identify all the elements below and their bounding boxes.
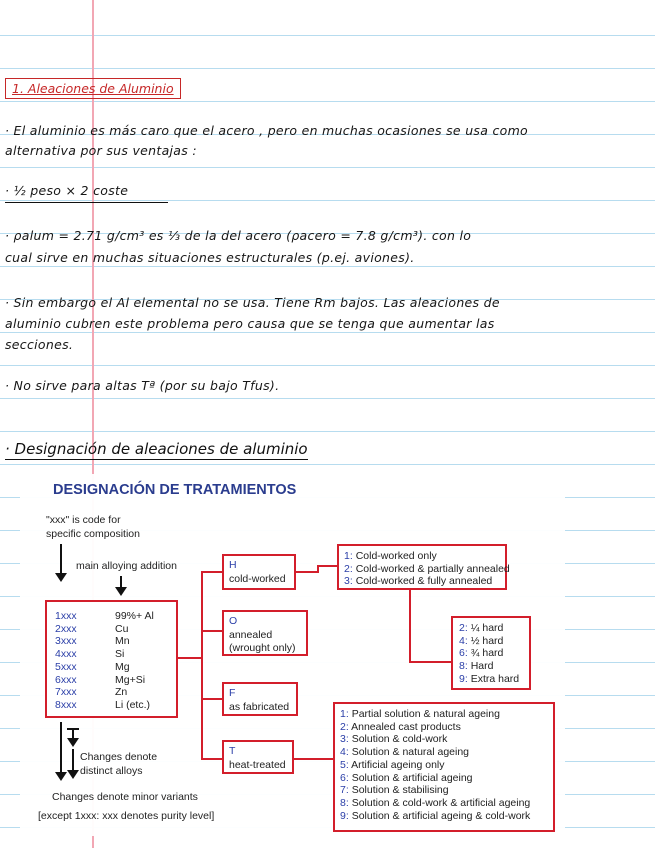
designation-figure xyxy=(20,474,565,836)
except-note: [except 1xxx: xxx denotes purity level] xyxy=(38,810,215,822)
hardness-row: 2: ¼ hard xyxy=(459,622,504,634)
temper-h-desc: cold-worked xyxy=(229,573,286,585)
temper-t-desc: heat-treated xyxy=(229,759,286,771)
arrow-down-icon xyxy=(67,770,79,779)
hardness-list xyxy=(459,622,519,686)
connector-trunk xyxy=(201,571,203,759)
temper-t-box xyxy=(222,740,294,774)
connector-line xyxy=(201,630,222,632)
xxx-note-line-2: specific composition xyxy=(46,528,140,540)
h-sub-row: 2: Cold-worked & partially annealed xyxy=(344,562,510,575)
connector-line xyxy=(201,571,222,573)
connector-line xyxy=(409,661,452,663)
hardness-row: 8: Hard xyxy=(459,660,494,673)
figure-title: DESIGNACIÓN DE TRATAMIENTOS xyxy=(53,482,297,498)
alloy-row: 2xxx Cu xyxy=(55,622,129,635)
minor-variants-arrow-line xyxy=(60,722,62,776)
temper-f-box xyxy=(222,682,298,716)
changes-minor-label: Changes denote minor variants xyxy=(52,791,198,803)
alloy-series-list xyxy=(55,610,154,712)
t-sub-row: 7: Solution & stabilising xyxy=(340,784,449,797)
alloy-row: 6xxx Mg+Si xyxy=(55,673,146,686)
note-line-2 xyxy=(5,181,168,203)
note-line-4a: · Sin embargo el Al elemental no se usa. Tiene Rm bajos. Las aleaciones de xyxy=(5,295,500,310)
temper-f-letter: F xyxy=(229,687,236,699)
alloy-row: 5xxx Mg xyxy=(55,660,130,673)
connector-line xyxy=(409,590,411,663)
t-subdivision-list xyxy=(340,708,530,822)
hardness-box xyxy=(451,616,531,690)
note-line-1a: · El aluminio es más caro que el acero , pero en muchas ocasiones se usa como xyxy=(5,123,529,138)
note-line-1b: alternativa por sus ventajas : xyxy=(5,143,197,158)
alloy-row: 8xxx Li (etc.) xyxy=(55,698,151,711)
t-sub-row: 5: Artificial ageing only xyxy=(340,758,445,771)
main-alloying-label: main alloying addition xyxy=(76,560,177,572)
t-sub-row: 1: Partial solution & natural ageing xyxy=(340,708,500,720)
arrow-down-icon xyxy=(67,738,79,747)
h-subdivision-box xyxy=(337,544,510,590)
h-sub-row: 1: Cold-worked only xyxy=(344,550,437,562)
note-line-4c: secciones. xyxy=(5,337,74,352)
temper-t-letter: T xyxy=(229,745,236,757)
t-sub-row: 2: Annealed cast products xyxy=(340,720,461,733)
hardness-row: 6: ¾ hard xyxy=(459,647,504,660)
xxx-note-line-1: "xxx" is code for xyxy=(46,514,121,526)
designation-heading: · Designación de aleaciones de aluminio xyxy=(5,440,308,458)
changes-alloys-line-1: Changes denote xyxy=(80,751,158,763)
arrow-down-icon xyxy=(115,587,127,596)
alloy-row: 4xxx Si xyxy=(55,648,125,661)
hardness-row: 9: Extra hard xyxy=(459,672,520,685)
t-sub-row: 8: Solution & cold-work & artificial ageing xyxy=(340,796,531,809)
connector-line xyxy=(201,758,222,760)
h-subdivision-list xyxy=(344,550,510,588)
note-line-5: · No sirve para altas Tª (por su bajo Tfus). xyxy=(5,378,280,393)
note-line-2-text: · ½ peso × 2 coste xyxy=(5,181,168,203)
temper-o-box xyxy=(222,610,308,656)
temper-o-desc-1: annealed xyxy=(229,629,273,641)
alloy-row: 1xxx 99%+ Al xyxy=(55,610,154,622)
arrow-down-icon xyxy=(55,573,67,582)
connector-line xyxy=(178,657,202,659)
changes-alloys-line-2: distinct alloys xyxy=(80,765,143,777)
t-sub-row: 3: Solution & cold-work xyxy=(340,733,448,746)
temper-o-desc-2: (wrought only) xyxy=(229,642,296,654)
temper-h-letter: H xyxy=(229,559,237,571)
temper-f-desc: as fabricated xyxy=(229,701,290,713)
connector-line xyxy=(317,758,333,760)
section-title: 1. Aleaciones de Aluminio xyxy=(5,78,181,99)
alloy-row: 7xxx Zn xyxy=(55,686,128,699)
note-line-4b: aluminio cubren este problema pero causa que se tenga que aumentar las xyxy=(5,316,495,331)
hardness-row: 4: ½ hard xyxy=(459,634,504,647)
t-subdivision-box xyxy=(333,702,555,832)
t-sub-row: 4: Solution & natural ageing xyxy=(340,746,470,759)
alloy-row: 3xxx Mn xyxy=(55,635,130,648)
h-sub-row: 3: Cold-worked & fully annealed xyxy=(344,575,493,588)
connector-line xyxy=(296,571,318,573)
note-line-3a: · ρalum = 2.71 g/cm³ es ⅓ de la del acero (ρacero = 7.8 g/cm³). con lo xyxy=(5,228,472,243)
connector-line xyxy=(317,565,337,567)
alloy-series-box xyxy=(45,600,178,718)
connector-line xyxy=(201,698,222,700)
temper-o-letter: O xyxy=(229,615,238,627)
arrow-down-icon xyxy=(55,772,67,781)
t-sub-row: 6: Solution & artificial ageing xyxy=(340,771,473,784)
t-sub-row: 9: Solution & artificial ageing & cold-work xyxy=(340,809,531,822)
note-line-3b: cual sirve en muchas situaciones estructurales (p.ej. aviones). xyxy=(5,250,415,265)
connector-line xyxy=(294,758,318,760)
temper-h-box xyxy=(222,554,296,590)
